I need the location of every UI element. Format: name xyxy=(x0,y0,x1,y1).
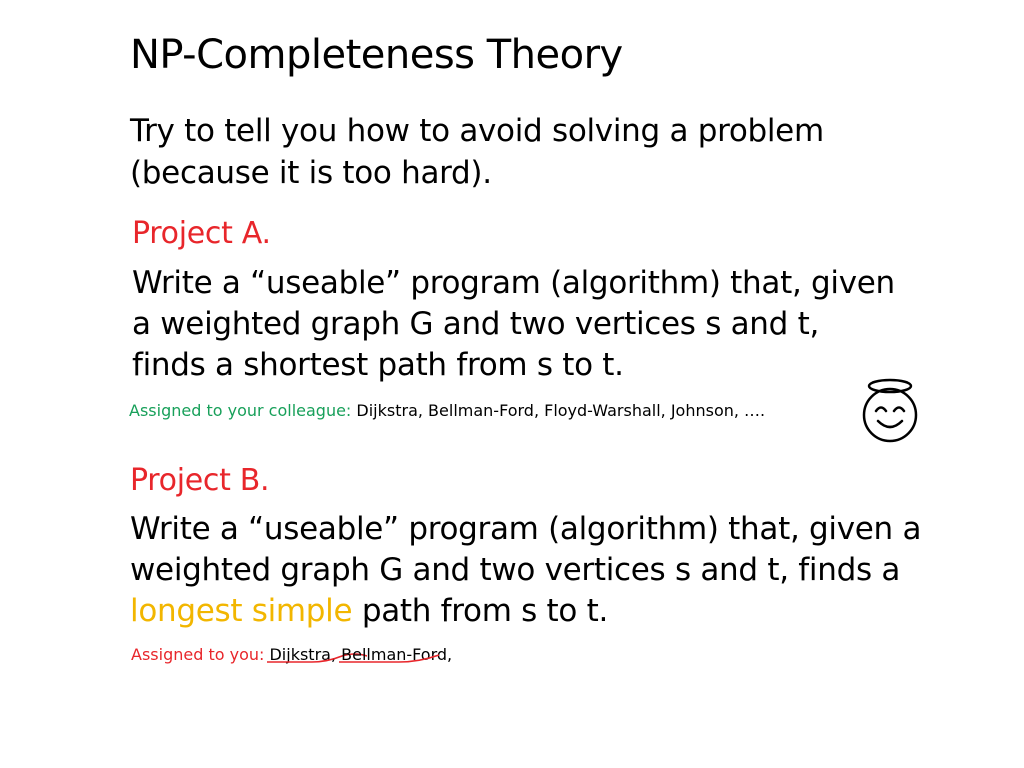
intro-line-2: (because it is too hard). xyxy=(130,155,492,191)
project-b-line-3-rest: path from s to t. xyxy=(352,593,609,629)
project-a-heading: Project A. xyxy=(132,216,271,251)
struck-bellman-ford xyxy=(341,645,447,664)
project-a-line-3: finds a shortest path from s to t. xyxy=(132,347,624,383)
trailing-comma: , xyxy=(447,645,453,664)
struck-dijkstra-text: Dijkstra, xyxy=(269,645,337,664)
project-a-line-1: Write a “useable” program (algorithm) that, given xyxy=(132,265,895,301)
project-b-assignment xyxy=(131,645,452,664)
struck-dijkstra xyxy=(269,645,336,664)
project-a-assigned-label: Assigned to your colleague: xyxy=(129,401,352,420)
project-b-line-1: Write a “useable” program (algorithm) that, given a xyxy=(130,511,922,547)
project-b-assigned-label: Assigned to you: xyxy=(131,645,265,664)
struck-bellman-ford-text: Bellman-Ford xyxy=(341,645,448,664)
project-b-line-3 xyxy=(130,593,608,629)
intro-line-1: Try to tell you how to avoid solving a problem xyxy=(130,113,824,149)
project-a-line-2: a weighted graph G and two vertices s and t, xyxy=(132,306,819,342)
smiling-face-with-halo-icon xyxy=(858,377,922,443)
project-b-line-2: weighted graph G and two vertices s and t, finds a xyxy=(130,552,901,588)
project-a-assignment xyxy=(129,401,765,420)
longest-simple-highlight: longest simple xyxy=(130,593,353,629)
slide-title: NP-Completeness Theory xyxy=(130,32,623,78)
project-a-algorithms: Dijkstra, Bellman-Ford, Floyd-Warshall, Johnson, …. xyxy=(356,401,766,420)
project-b-heading: Project B. xyxy=(130,463,270,498)
